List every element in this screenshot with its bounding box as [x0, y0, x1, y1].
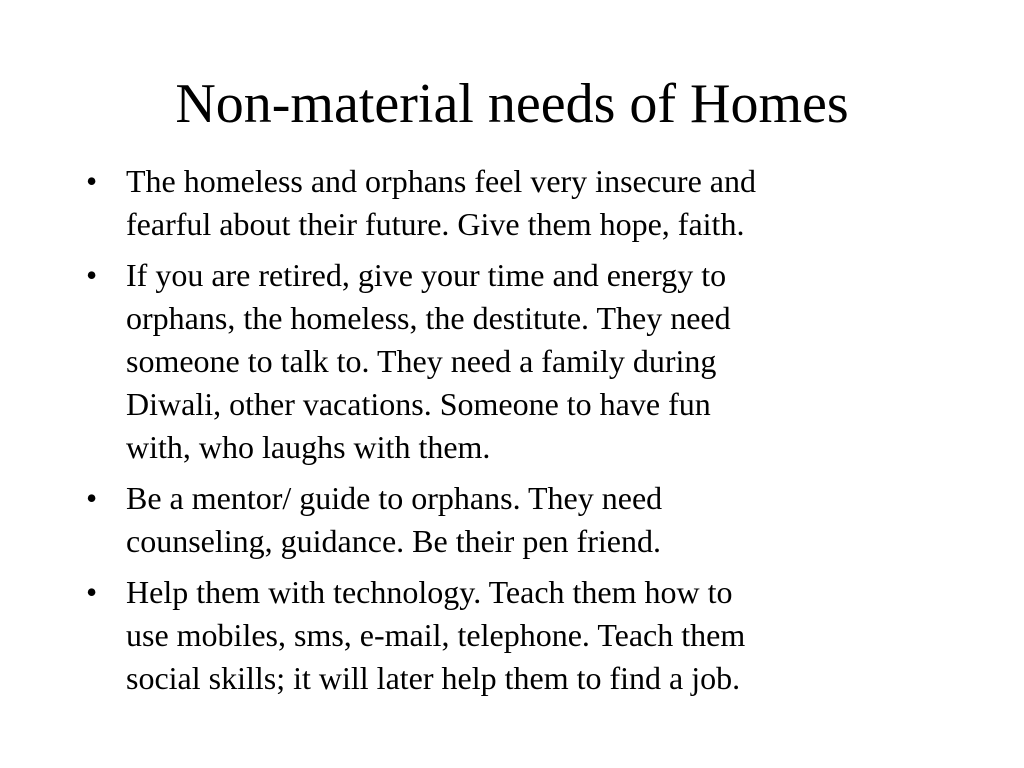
bullet-item-4 [86, 571, 946, 700]
bullet-item-2 [86, 254, 946, 469]
bullet-line-2-2: orphans, the homeless, the destitute. They need [126, 300, 731, 336]
bullet-line-4-3: social skills; it will later help them to find a job. [126, 660, 741, 696]
bullet-line-1-1: The homeless and orphans feel very insecure and [126, 163, 756, 199]
bullet-line-2-3: someone to talk to. They need a family during [126, 343, 717, 379]
bullet-line-3-1: Be a mentor/ guide to orphans. They need [126, 480, 663, 516]
bullet-item-3 [86, 477, 946, 563]
bullet-marker-3: • [86, 480, 98, 516]
bullet-line-2-1: If you are retired, give your time and energy to [126, 257, 727, 293]
bullet-line-2-5: with, who laughs with them. [126, 429, 491, 465]
bullet-item-1 [86, 160, 946, 246]
bullet-line-4-2: use mobiles, sms, e-mail, telephone. Teach them [126, 617, 746, 653]
bullet-line-1-2: fearful about their future. Give them hope, faith. [126, 206, 745, 242]
bullet-line-2-4: Diwali, other vacations. Someone to have fun [126, 386, 711, 422]
bullet-line-3-2: counseling, guidance. Be their pen friend. [126, 523, 661, 559]
bullet-marker-2: • [86, 257, 98, 293]
bullet-list [86, 160, 946, 708]
bullet-marker-1: • [86, 163, 98, 199]
slide-title: Non-material needs of Homes [175, 73, 849, 135]
bullet-marker-4: • [86, 574, 98, 610]
bullet-line-4-1: Help them with technology. Teach them how to [126, 574, 733, 610]
